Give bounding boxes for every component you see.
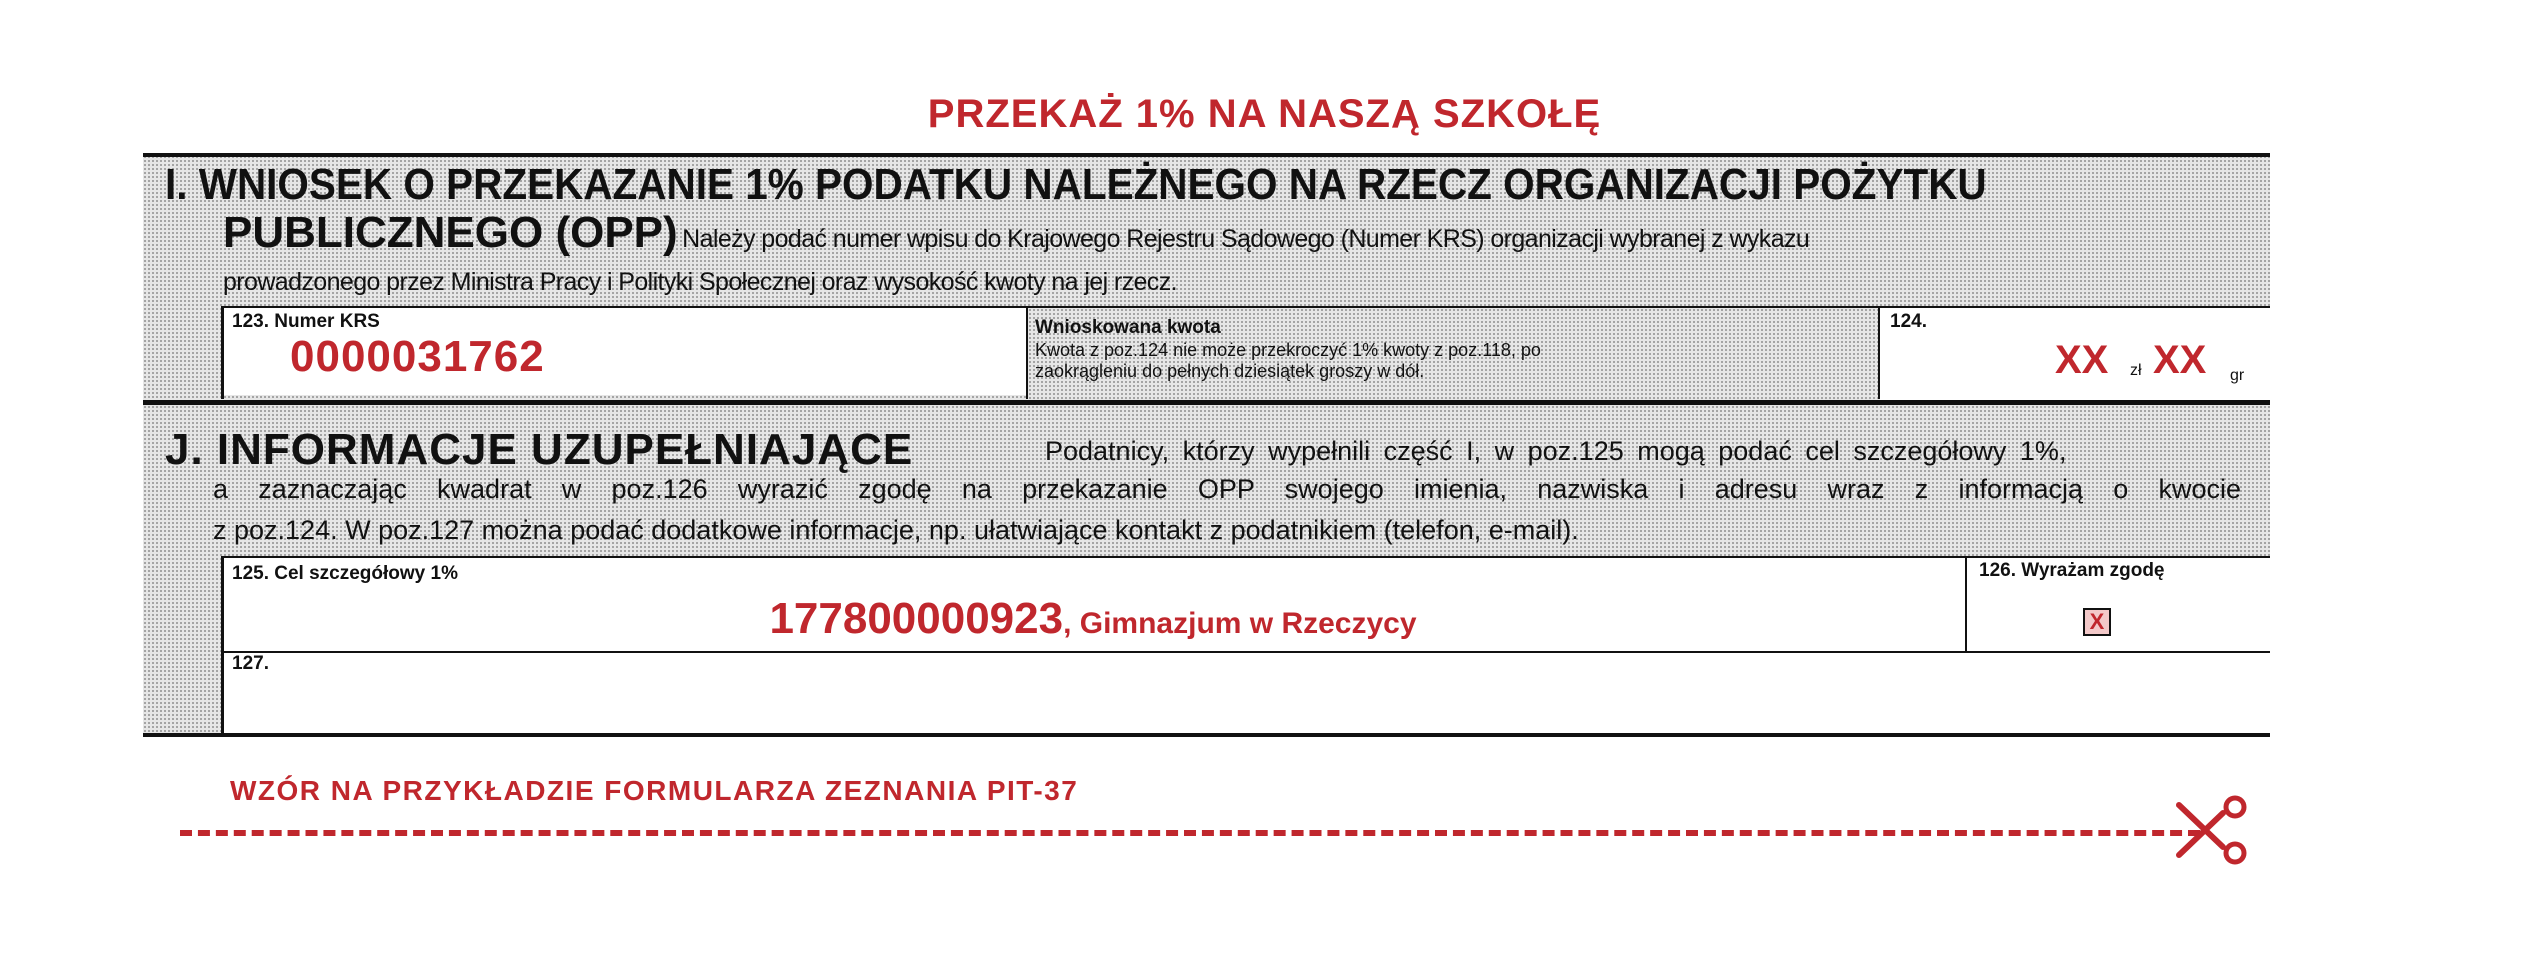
footer-note: WZÓR NA PRZYKŁADZIE FORMULARZA ZEZNANIA PIT-37 <box>230 775 1079 806</box>
section-i-title: I. WNIOSEK O PRZEKAZANIE 1% PODATKU NALEŻNEGO NA RZECZ ORGANIZACJI POŻYTKU <box>165 160 1987 209</box>
amount-gr-value[interactable]: XX <box>2153 338 2207 382</box>
requested-amount-note-line2: zaokrągleniu do pełnych dziesiątek groszy w dół. <box>1035 361 1425 381</box>
section-i-top-rule <box>143 153 2270 157</box>
section-i-description-line2: prowadzonego przez Ministra Pracy i Polityki Społecznej oraz wysokość kwoty na jej rzecz. <box>223 268 1177 296</box>
section-j-intro-line3: z poz.124. W poz.127 można podać dodatkowe informacje, np. ułatwiające kontakt z podatnikiem (telefon, e-mail). <box>213 515 1579 545</box>
section-i-description: Należy podać numer wpisu do Krajowego Rejestru Sądowego (Numer KRS) organizacji wybranej z wykazu <box>682 225 1810 253</box>
scissors-icon <box>2175 795 2255 865</box>
section-j-title: J. INFORMACJE UZUPEŁNIAJĄCE <box>165 425 914 474</box>
unit-zl-label: zł <box>2130 362 2142 379</box>
cut-line-divider <box>180 830 2200 836</box>
requested-amount-note: Kwota z poz.124 nie może przekroczyć 1% kwoty z poz.118, po <box>1035 340 1541 360</box>
section-i-title-line2 <box>223 207 1809 269</box>
field-127-label: 127. <box>232 653 269 674</box>
krs-box-left-border <box>221 307 224 399</box>
consent-checkbox[interactable]: X <box>2083 608 2111 636</box>
unit-gr-label: gr <box>2230 367 2245 384</box>
section-j-intro: Podatnicy, którzy wypełnili część I, w poz.125 mogą podać cel szczegółowy 1%, <box>1045 436 2067 466</box>
field-126-divider <box>1965 556 1967 652</box>
krs-field-label: 123. Numer KRS <box>232 311 380 332</box>
field-124-label: 124. <box>1890 311 1927 332</box>
page-title: PRZEKAŻ 1% NA NASZĄ SZKOŁĘ <box>927 92 1602 136</box>
field-127-box <box>224 653 2270 733</box>
section-j-intro-line2: a zaznaczając kwadrat w poz.126 wyrazić zgodę na przekazanie OPP swojego imienia, nazwiska i adresu wraz z informacją o kwocie <box>213 474 2241 504</box>
field-125-label: 125. Cel szczegółowy 1% <box>232 563 458 584</box>
amount-zl-value[interactable]: XX <box>2055 338 2109 382</box>
field-125-number: 177800000923 <box>769 594 1064 643</box>
section-i-title-opp: PUBLICZNEGO (OPP) <box>223 208 678 257</box>
section-j-bottom-rule <box>143 733 2270 737</box>
requested-amount-label: Wnioskowana kwota <box>1035 317 1221 338</box>
field-125-school-name: , Gimnazjum w Rzeczycy <box>1063 607 1417 640</box>
field-125-top-border <box>221 556 2270 558</box>
field-125-value[interactable] <box>221 594 1965 644</box>
field-126-label: 126. Wyrażam zgodę <box>1979 560 2165 581</box>
krs-number-value[interactable]: 0000031762 <box>290 332 545 381</box>
